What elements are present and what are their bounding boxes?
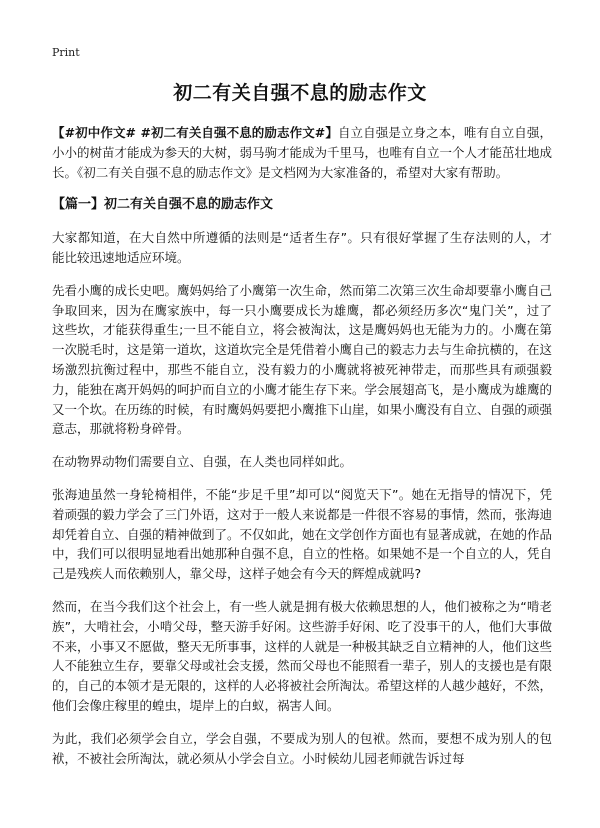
print-link[interactable]: Print [52, 46, 80, 59]
article-body [52, 123, 552, 781]
paragraph-3: 在动物界动物们需要自立、自强，在人类也同样如此。 [52, 454, 353, 470]
paragraph-6: 为此，我们必须学会自立，学会自强，不要成为别人的包袱。然而，要想不成为别人的包袱，不被社会所淘汰，就必须从小学会自立。小时候幼儿园老师就告诉过每 [52, 730, 552, 766]
paragraph-2: 先看小鹰的成长史吧。鹰妈妈给了小鹰第一次生命，然而第二次第三次生命却要靠小鹰自己争取回来，因为在鹰家族中，每一只小鹰要成长为雄鹰，都必须经历多次“鬼门关”，过了这些坎，才能获得重生;一旦不能自立，将会被淘汰，这是鹰妈妈也无能为力的。小鹰在第一次脱毛时，这是第一道坎，这道坎完全是凭借着小鹰自己的毅志力去与生命抗横的，在这场激烈抗衡过程中，那些不能自立，没有毅力的小鹰就将被死神带走，而那些具有顽强毅力，能独在离开妈妈的呵护而自立的小鹰才能生存下来。学会展翅高飞，是小鹰成为雄鹰的又一个坎。在历练的时候，有时鹰妈妈要把小鹰推下山崖，如果小鹰没有自立、自强的顽强意志，那就将粉身碎骨。 [52, 282, 553, 437]
intro-text: 自立自强是立身之本，唯有自立自强，小小的树苗才能成为参天的大树，弱马驹才能成为千里马，也唯有自立一个人才能茁壮地成长。《初二有关自强不息的励志作文》是文档网为大家准备的，希望对大家有帮助。 [52, 125, 553, 180]
intro-paragraph [52, 123, 552, 182]
paragraph-4: 张海迪虽然一身轮椅相伴，不能“步足千里”却可以“阅览天下”。她在无指导的情况下，凭着顽强的毅力学会了三门外语，这对于一般人来说都是一件很不容易的事情，然而，张海迪却凭着自立、自强的精神做到了。不仅如此，她在文学创作方面也有显著成就，在她的作品中，我们可以很明显地看出她那种自强不息，自立的性格。如果她不是一个自立的人，凭自己是残疾人而依赖别人，靠父母，这样子她会有今天的辉煌成就吗? [52, 486, 553, 582]
section-heading: 【篇一】初二有关自强不息的励志作文 [52, 197, 274, 213]
paragraph-1: 大家都知道，在大自然中所遵循的法则是“适者生存”。只有很好掌握了生存法则的人，才能比较迅速地适应环境。 [52, 230, 552, 265]
intro-tags: 【#初中作文# #初二有关自强不息的励志作文#】 [52, 125, 338, 140]
paragraph-5: 然而，在当今我们这个社会上，有一些人就是拥有极大依赖思想的人，他们被称之为“啃老族”，大啃社会，小啃父母，整天游手好闲。这些游手好闲、吃了没事干的人，他们大事做不来，小事又不愿做，整天无所事事，这样的人就是一种极其缺乏自立精神的人，他们这些人不能独立生存，要靠父母或社会支援，然而父母也不能照看一辈子，别人的支援也是有限的，自己的本领才是无限的，这样的人必将被社会所淘汰。希望这样的人越少越好，不然，他们会像庄稼里的蝗虫，堤岸上的白蚁，祸害人间。 [52, 598, 553, 713]
page-title: 初二有关自强不息的励志作文 [173, 82, 427, 104]
